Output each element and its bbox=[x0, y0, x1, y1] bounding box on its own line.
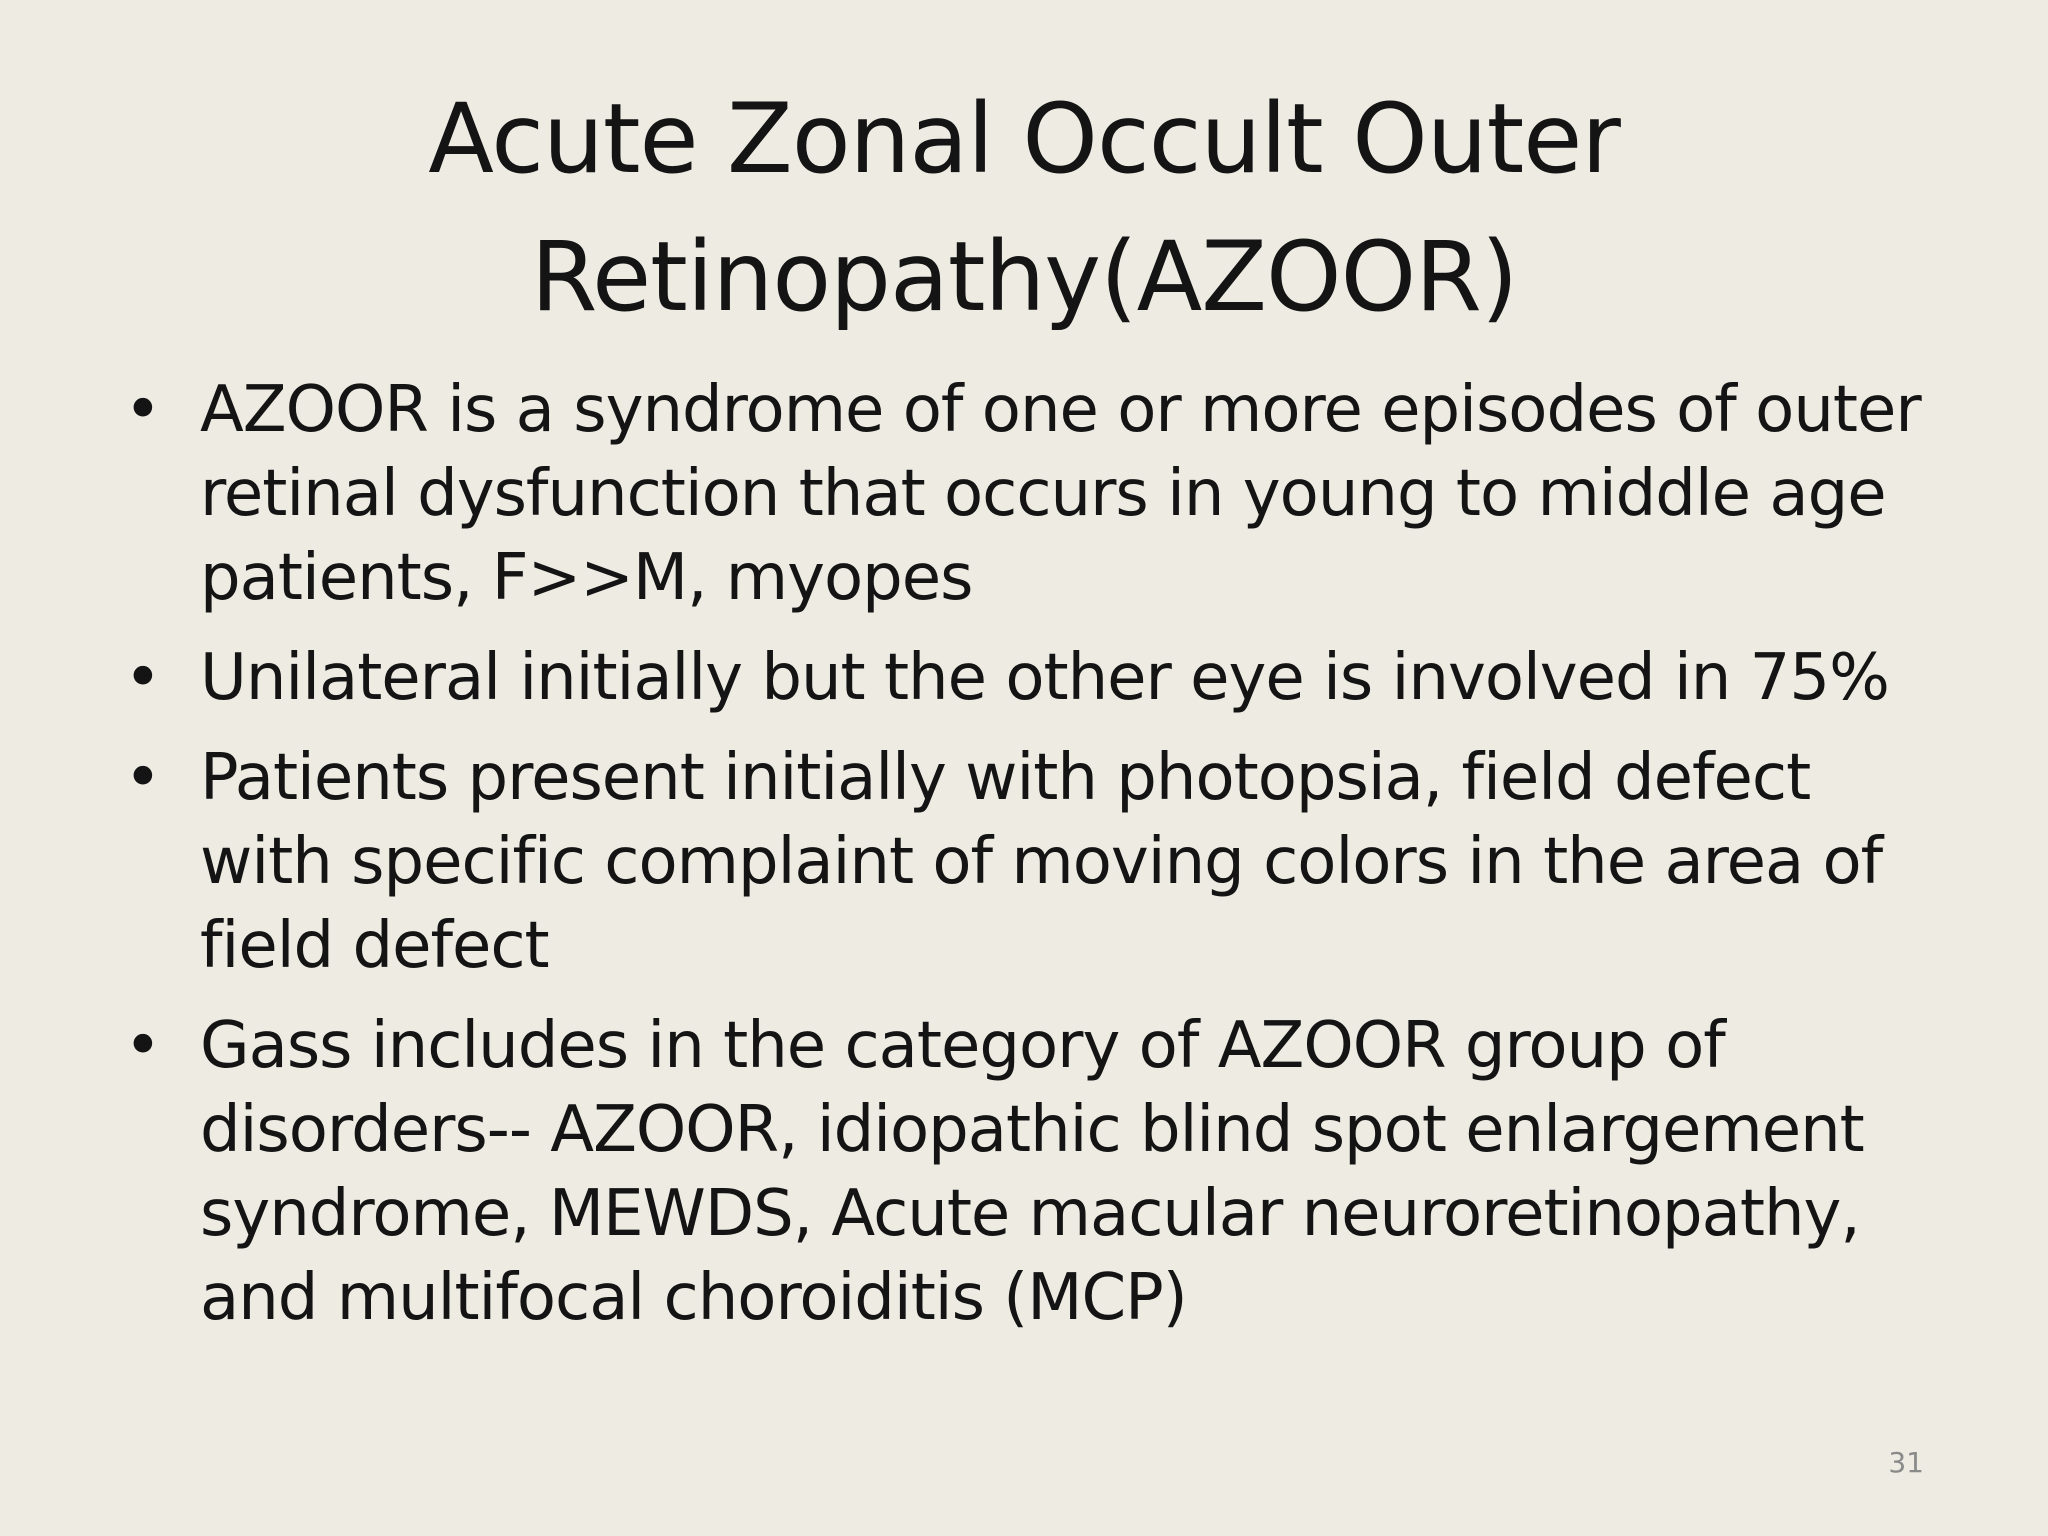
slide-title-line-1: Acute Zonal Occult Outer bbox=[428, 83, 1620, 195]
bullet-item-1 bbox=[120, 368, 1940, 620]
bullet-item-3 bbox=[120, 736, 1940, 988]
bullet-item-2 bbox=[120, 636, 1940, 720]
bullet-list bbox=[120, 368, 1940, 1356]
slide-title-line-2: Retinopathy(AZOOR) bbox=[530, 221, 1518, 333]
bullet-dot-icon: • bbox=[124, 741, 161, 815]
bullet-text-1: AZOOR is a syndrome of one or more episodes of outer retinal dysfunction that occurs in young to middle age patients, F>>M, myopes bbox=[200, 373, 1921, 615]
bullet-dot-icon: • bbox=[124, 1009, 161, 1083]
slide-title bbox=[120, 70, 1928, 346]
bullet-dot-icon: • bbox=[124, 373, 161, 447]
bullet-dot-icon: • bbox=[124, 641, 161, 715]
bullet-text-2: Unilateral initially but the other eye is involved in 75% bbox=[200, 641, 1889, 715]
bullet-text-4: Gass includes in the category of AZOOR group of disorders-- AZOOR, idiopathic blind spot enlargement syndrome, MEWDS, Acute macular neuroretinopathy, and multifocal choroiditis (MCP) bbox=[200, 1009, 1864, 1335]
page-number: 31 bbox=[1888, 1446, 1924, 1479]
bullet-text-3: Patients present initially with photopsia, field defect with specific complaint of moving colors in the area of field defect bbox=[200, 741, 1883, 983]
bullet-item-4 bbox=[120, 1004, 1940, 1340]
